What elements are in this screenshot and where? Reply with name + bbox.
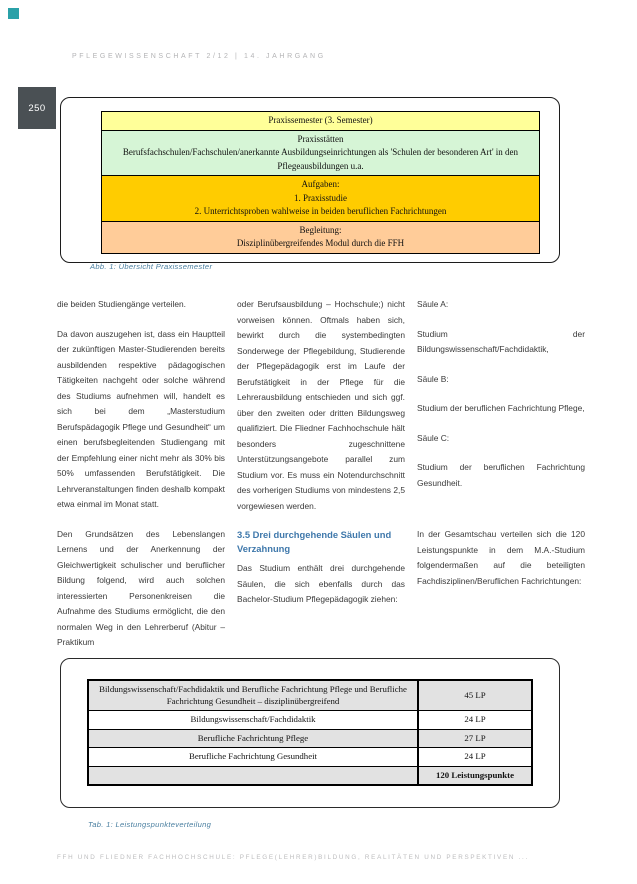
saeule-a-label: Säule A: (417, 299, 449, 309)
page-number: 250 (28, 102, 46, 114)
corner-accent-square (8, 8, 19, 19)
paragraph: In der Gesamtschau verteilen sich die 120 Leistungspunkte in dem M.A.-Studium folgendermaßen auf die beteiligten Fachdisziplinen/Beruflichen Fachrichtungen: (417, 529, 585, 586)
fig-row-semester (102, 112, 539, 130)
fig-begleitung-title: Begleitung: (299, 224, 342, 235)
fig-praxisstaetten-text: Berufsfachschulen/Fachschulen/anerkannte Ausbildungseinrichtungen als 'Schulen der besonderen Art' in den Pflegeausbildungen u.a. (122, 147, 519, 171)
saeule-a-text: Studium der Bildungswissenschaft/Fachdidaktik, (417, 328, 585, 354)
table-cell-total: 120 Leistungspunkte (418, 766, 532, 785)
table-cell-points: 45 LP (418, 680, 532, 711)
paragraph: Das Studium enthält drei durchgehende Säulen, die sich ebenfalls durch das Bachelor-Studium Pflegepädagogik ziehen: (237, 563, 405, 604)
fig-aufgaben-item-2: 2. Unterrichtsproben wahlweise in beiden beruflichen Fachrichtungen (194, 206, 447, 216)
table-cell-label: Bildungswissenschaft/Fachdidaktik und Berufliche Fachrichtung Pflege und Berufliche Fachrichtung Gesundheit – disziplinübergreifend (88, 680, 418, 711)
table-cell-points: 27 LP (418, 729, 532, 748)
leistungspunkte-box (60, 658, 560, 808)
table-row-total (88, 766, 532, 785)
paragraph: Den Grundsätzen des Lebenslangen Lernens und der Anerkennung der Gleichwertigkeit schulischer und beruflicher Bildung folgend, wird auch solchen interessierten Personenkreisen die Aufnahme des Studiums ermöglicht, die den normalen Weg in den Lehrerberuf (Abitur – Praktikum (57, 528, 225, 647)
figure-caption: Abb. 1: Übersicht Praxissemester (90, 262, 213, 271)
text-column-1 (57, 297, 225, 665)
fig-row-begleitung (102, 221, 539, 253)
section-heading-3-5: 3.5 Drei durchgehende Säulen und Verzahnung (237, 529, 392, 554)
spacer (417, 505, 585, 527)
praxissemester-table (101, 111, 540, 254)
paragraph: die beiden Studiengänge verteilen. (57, 299, 186, 309)
table-cell-points: 24 LP (418, 711, 532, 730)
table-row (88, 680, 532, 711)
fig-praxisstaetten-title: Praxisstätten (297, 133, 344, 144)
figure-praxissemester (60, 97, 560, 263)
table-cell-label: Berufliche Fachrichtung Gesundheit (88, 748, 418, 767)
page-number-badge (18, 87, 56, 129)
fig-row-praxisstaetten (102, 130, 539, 176)
table-cell-label: Bildungswissenschaft/Fachdidaktik (88, 711, 418, 730)
running-footer: FFH UND FLIEDNER FACHHOCHSCHULE: PFLEGE(LEHRER)BILDUNG, REALITÄTEN UND PERSPEKTIVEN ... (57, 854, 529, 861)
text-column-2 (237, 297, 405, 665)
running-header: PFLEGEWISSENSCHAFT 2/12 | 14. JAHRGANG (72, 53, 326, 60)
text-column-3 (417, 297, 585, 665)
table-cell-points: 24 LP (418, 748, 532, 767)
table-row (88, 729, 532, 748)
table-row (88, 748, 532, 767)
table-cell-label: Berufliche Fachrichtung Pflege (88, 729, 418, 748)
fig-row-aufgaben (102, 175, 539, 221)
fig-begleitung-text: Disziplinübergreifendes Modul durch die FFH (236, 238, 405, 248)
saeule-b-label: Säule B: (417, 373, 449, 384)
paragraph: Da davon auszugehen ist, dass ein Hauptteil der zukünftigen Master-Studierenden bereits ausbildenden respektive pädagogischen Tätigkeiten nachgeht oder solche während des Studiums aufnehmen will, handelt es sich bei dem „Masterstudium Berufspädagogik Pflege und Gesundheit“ um einen berufsbegleitenden Studiengang mit der Empfehlung einer nicht mehr als 30% bis 50% umfassenden Berufstätigkeit. Die Lehrveranstaltungen finden deshalb kompakt etwa einmal im Monat statt. (57, 328, 225, 509)
leistungspunkte-table (87, 679, 533, 786)
fig-semester-title: Praxissemester (3. Semester) (268, 115, 373, 125)
saeule-b-text: Studium der beruflichen Fachrichtung Pflege, (417, 403, 585, 413)
saeule-c-label: Säule C: (417, 432, 450, 443)
table-row (88, 711, 532, 730)
saeule-c-text: Studium der beruflichen Fachrichtung Gesundheit. (417, 462, 585, 488)
table-cell-label (88, 766, 418, 785)
fig-aufgaben-title: Aufgaben: (301, 179, 340, 189)
fig-aufgaben-item-1: 1. Praxisstudie (294, 192, 347, 203)
table-caption: Tab. 1: Leistungspunkteverteilung (88, 820, 212, 829)
body-columns (57, 297, 585, 665)
paragraph: oder Berufsausbildung – Hochschule;) nicht vorweisen können. Oftmals haben sich, bewirkt durch die systembedingten Sonderwege der Pflegebildung, Studierende der Pflegepädagogik erst im Laufe der Berufstätigkeit in der Pflege für die Lehrerausbildung entschieden und sich ggf. über den zweiten oder dritten Bildungsweg qualifiziert. Die Fliedner Fachhochschule hält besonders zugeschnittene Unterstützungsangebote parallel zum Studium vor. Es muss ein Notendurchschnitt des vorherigen Studiums von mindestens 2,5 vorgewiesen werden. (237, 299, 405, 511)
